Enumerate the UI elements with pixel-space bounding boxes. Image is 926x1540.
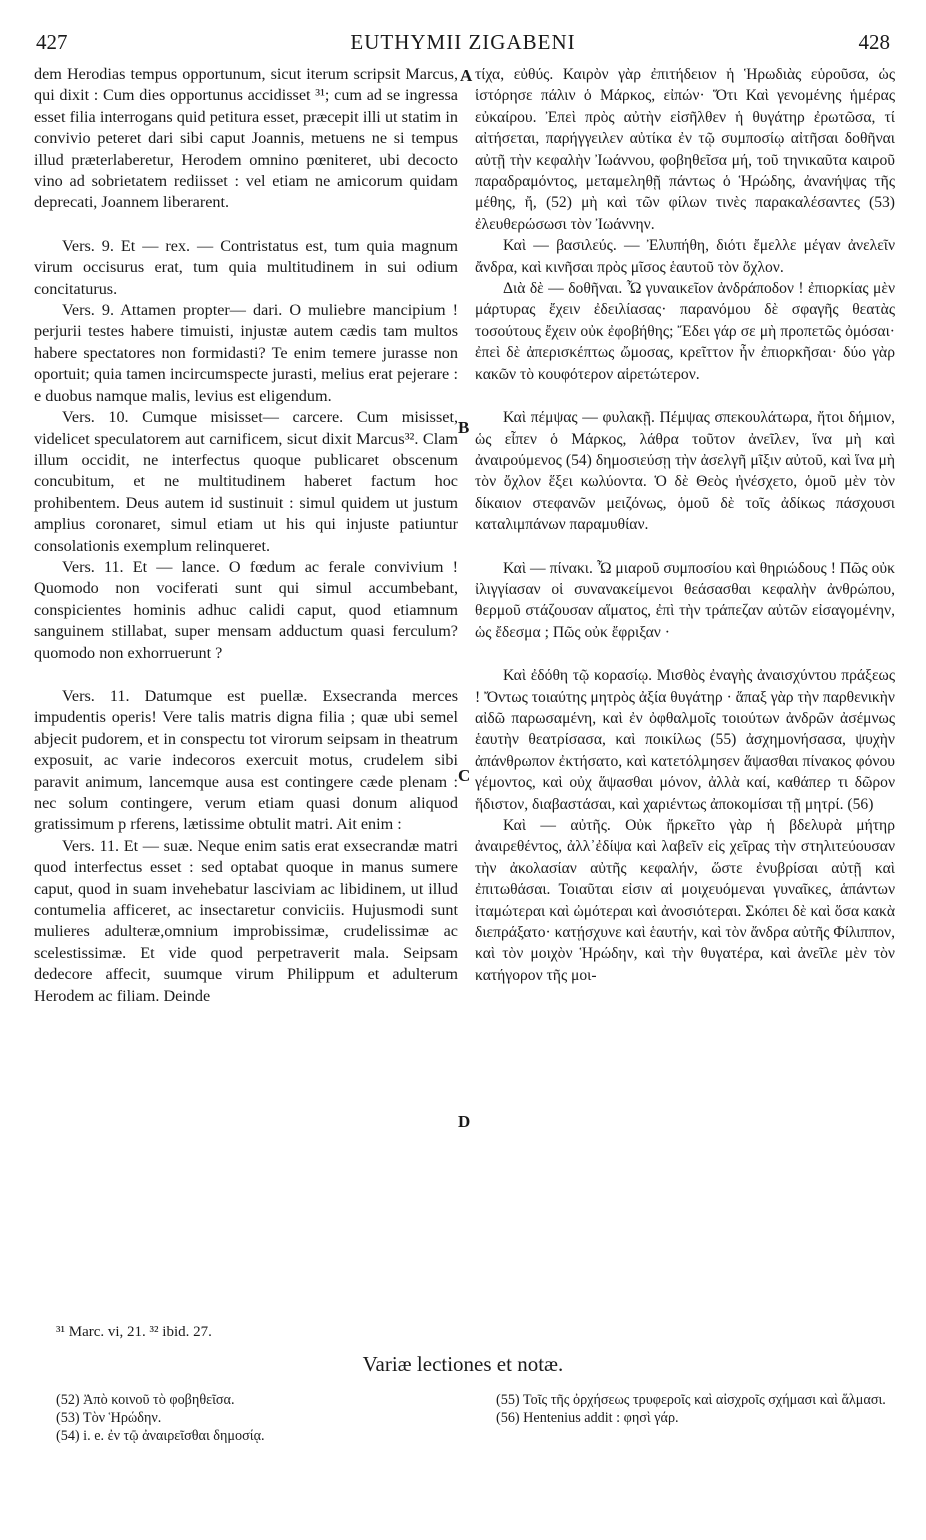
variant-note: (55) Τοῖς τῆς ὀρχήσεως τρυφεροῖς καὶ αἰσχροῖς σχήμασι καὶ ἅλμασι.	[496, 1392, 886, 1408]
section-marker-d: D	[458, 1112, 471, 1131]
variant-note: (53) Τὸν Ἡρώδην.	[56, 1410, 162, 1426]
greek-paragraph: Καὶ — βασιλεύς. — Ἐλυπήθη, διότι ἔμελλε μέγαν ἀνελεῖν ἄνδρα, καὶ κινῆσαι πρὸς μῖσος ἑαυτοῦ τὸν ὄχλον.	[475, 237, 895, 276]
latin-paragraph: Vers. 9. Et — rex. — Contristatus est, tum quia magnum virum occisurus erat, tum quia multitudinem in sui odium concitaturus.	[34, 236, 458, 298]
latin-paragraph: Vers. 11. Datumque est puellæ. Exsecranda merces impudentis operis! Vere talis matris digna filia ; quæ ubi semel abjecit pudorem, et in conspectu tot virorum seipsam in theatrum exposuit, ac varie indecoros exercuit motus, crudelem sibi paravit animum, lancemque ausa est contingere cæde plenam : nec solum contingere, verum etiam quasi donum aliquod gratissimum p rferens, lætissime obtulit matri. Ait enim :	[34, 686, 458, 834]
variae-notes-left	[56, 1391, 456, 1445]
greek-paragraph: τίχα, εὐθύς. Καιρὸν γὰρ ἐπιτήδειον ἡ Ἡρωδιὰς εὑροῦσα, ὡς ἱστόρησε πάλιν ὁ Μάρκος, εἰπών· Ὅτι Καὶ γενομένης ἡμέρας εὐκαίρου. Ἐπεὶ πρὸς αὐτὴν εἰσῆλθεν ἡ θυγάτηρ ἐρωτῶσα, τί αἰτήσεται, παρήγγειλεν αὐτίκα ἐν τῷ συμποσίῳ αἰτῆσαι δοθῆναι αὐτῇ τὴν κεφαλὴν Ἰωάννου, φοβηθεῖσα μή, τοῦ τηνικαῦτα καιροῦ παραδραμόντος, μεταμεληθῇ πάντως ὁ Ἡρώδης, ἀνανήψας τῆς μέθης, ἤ, (52) μὴ καὶ τῶν φίλων τινὲς παρακαλέσαντες (53) ἐλευθερώσωσι τὸν Ἰωάννην.	[475, 66, 895, 233]
latin-paragraph: dem Herodias tempus opportunum, sicut iterum scripsit Marcus, qui dixit : Cum dies opportunus accidisset ³¹; cum ad se ingressa esset filia interrogans quid petitura esset, præcepit illi ut statim in convivio peteret dari sibi caput Joannis, metuens ne si tempus illud præterlaberetur, Herodem omnino pœniteret, ubi decocto vino ad sobrietatem rediisset : vel etiam ne amicorum quidam deprecati, Joannem liberarent.	[34, 65, 458, 212]
variant-note: (52) Ἀπὸ κοινοῦ τὸ φοβηθεῖσα.	[56, 1392, 235, 1408]
page-number-right: 428	[858, 30, 890, 54]
greek-column	[475, 64, 895, 986]
variae-lectiones-title: Variæ lectiones et notæ.	[362, 1352, 564, 1376]
latin-column	[34, 64, 458, 1007]
page-number-left: 427	[36, 30, 68, 54]
greek-paragraph: Καὶ πέμψας — φυλακῇ. Πέμψας σπεκουλάτωρα, ἤτοι δήμιον, ὡς εἶπεν ὁ Μάρκος, λάθρα τοῦτον ἀνεῖλεν, ἵνα μὴ καὶ ἀναιρούμενος (54) δημοσιεύσῃ τὴν ἀσελγῆ μῖξιν αὐτοῦ, καὶ ἵνα μὴ τὸν ὄχλον ἕξει κωλύοντα. Ὁ δὲ Θεὸς ἠνέσχετο, ὁμοῦ μὲν τὸν δίκαιον στεφανῶν μειζόνως, ὁμοῦ δὲ τοῖς ἀδίκως πάσχουσι καταλιμπάνων παραμυθίαν.	[475, 409, 895, 534]
variant-note: (56) Hentenius addit : φησὶ γάρ.	[496, 1410, 679, 1426]
latin-paragraph: Vers. 11. Et — lance. O fœdum ac ferale convivium ! Quomodo non vociferati sunt qui simul accumbebant, conspicientes hominis adhuc calidi caput, quod etiamnum sanguinem stillabat, super mensam adductum quasi ferculum? quomodo non exhorruerunt ?	[34, 557, 458, 662]
greek-paragraph: Καὶ — πίνακι. Ὦ μιαροῦ συμποσίου καὶ θηριώδους ! Πῶς οὐκ ἰλιγγίασαν οἱ συνανακείμενοι θεάσασθαι κεφαλὴν ἀνθρώπου, θερμοῦ στάζουσαν αἵματος, ἐπὶ τὴν τράπεζαν αὐτῶν εἰσαγομένην, ὡς ἔδεσμα ; Πῶς οὐκ ἔφριξαν ·	[475, 559, 895, 641]
running-title: EUTHYMII ZIGABENI	[350, 30, 576, 54]
footnotes: ³¹ Marc. vi, 21. ³² ibid. 27.	[56, 1324, 212, 1340]
latin-paragraph: Vers. 10. Cumque misisset— carcere. Cum misisset, videlicet speculatorem aut carnificem, sicut dixit Marcus³². Clam illum occidit, ne interfectus quoque publicaret obscenum concubitum, et ne multitudinem haberet factum hoc prohibentem. Deus autem id sustinuit : simul quidem ut justum amplius coronaret, simul etiam ut his qui injuste patiuntur consolationis exemplum relinqueret.	[34, 408, 458, 555]
latin-paragraph: Vers. 11. Et — suæ. Neque enim satis erat exsecrandæ matri quod interfectus esset : sed optabat quoque in manus sumere caput, quod in suam invehebatur lasciviam ac libidinem, ut illud contumelia afficeret, ac insectaretur conviciis. Hujusmodi sunt mulieres adulteræ,omnium improbissimæ, crudelissimæ ac scelestissimæ. Et vide quod perpetraverit mala. Seipsam dedecore affecit, suumque virum Philippum et adulterum Herodem ac filiam. Deinde	[34, 836, 458, 1005]
greek-paragraph: Διὰ δὲ — δοθῆναι. Ὦ γυναικεῖον ἀνδράποδον ! ἐπιορκίας μὲν μάρτυρας ἔχειν ἐδειλίασας· παρανόμου δὲ σφαγῆς θεατὰς τοσούτους ἔχειν οὐκ ἐφοβήθης; Ἔδει γάρ σε μὴ προπετῶς ὀμόσαι· ἐπεὶ δὲ ἀπερισκέπτως ὤμοσας, κρεῖττον ἦν ἐπιορκῆσαι· δύο γὰρ κακῶν τὸ κουφότερον αἱρετώτερον.	[475, 280, 895, 383]
section-marker-b: B	[458, 418, 470, 437]
variant-note: (54) i. e. ἐν τῷ ἀναιρεῖσθαι δημοσίᾳ.	[56, 1428, 265, 1444]
greek-paragraph: Καὶ ἐδόθη τῷ κορασίῳ. Μισθὸς ἐναγὴς ἀναισχύντου πράξεως ! Ὄντως τοιαύτης μητρὸς ἀξία θυγάτηρ · ἅπαξ γὰρ τὴν παρθενικὴν αἰδῶ παρωσαμένη, καὶ ἐν ὀφθαλμοῖς τοιούτων ἀνδρῶν ἀσέμνως ἑαυτὴν θεατρίσασα, καὶ ποικίλως (55) ἀσχημονήσασα, ψυχὴν ἀπάνθρωπον ἐκτήσατο, καὶ κατετόλμησεν ἅψασθαι πίνακος φόνου γέμοντος, καὶ οὐχ ἅψασθαι μόνον, ἀλλὰ καί, καθάπερ τι δῶρον ἥδιστον, διαβαστάσαι, καὶ χαριέντως ἀποκομίσαι τῇ μητρί. (56)	[475, 667, 895, 813]
greek-paragraph: Καὶ — αὐτῆς. Οὐκ ἤρκεῖτο γὰρ ἡ βδελυρὰ μήτηρ ἀναιρεθέντος, ἀλλ᾽ἐδίψα καὶ λαβεῖν εἰς χεῖρας τὴν στηλιτεύουσαν τὴν ἀκολασίαν αὐτῆς κεφαλήν, ὥστε ἐνυβρίσαι αὐτῇ καὶ ἐπιτωθάσαι. Τοιαῦται εἰσιν αἱ μοιχευόμεναι γυναῖκες, ἁπάντων ἰταμώτεραι καὶ ὠμότεραι καὶ ἀνοσιότεραι. Σκόπει δὲ καὶ ὅσα κακὰ διεπράξατο· κατῄσχυνε καὶ ἑαυτήν, καὶ τὸν ἄνδρα αὐτῆς Φίλιππον, καὶ τὸν μοιχὸν Ἡρώδην, καὶ τὴν θυγατέρα, καὶ ἀνεῖλε μὲν τὸν κατήγορον τῆς μοι-	[475, 817, 895, 984]
page-header	[36, 30, 890, 60]
section-marker-a: A	[460, 66, 473, 85]
section-marker-c: C	[458, 766, 471, 785]
variae-notes-right	[496, 1391, 896, 1427]
latin-paragraph: Vers. 9. Attamen propter— dari. O muliebre mancipium ! perjurii testes habere timuisti, injustæ autem cædis tam multos habere spectatores non formidasti? Te enim temere jurasse non oportuit; quia tamen incircumspecte jurasti, melius erat pejerare : e duobus namque malis, levius est eligendum.	[34, 301, 458, 405]
